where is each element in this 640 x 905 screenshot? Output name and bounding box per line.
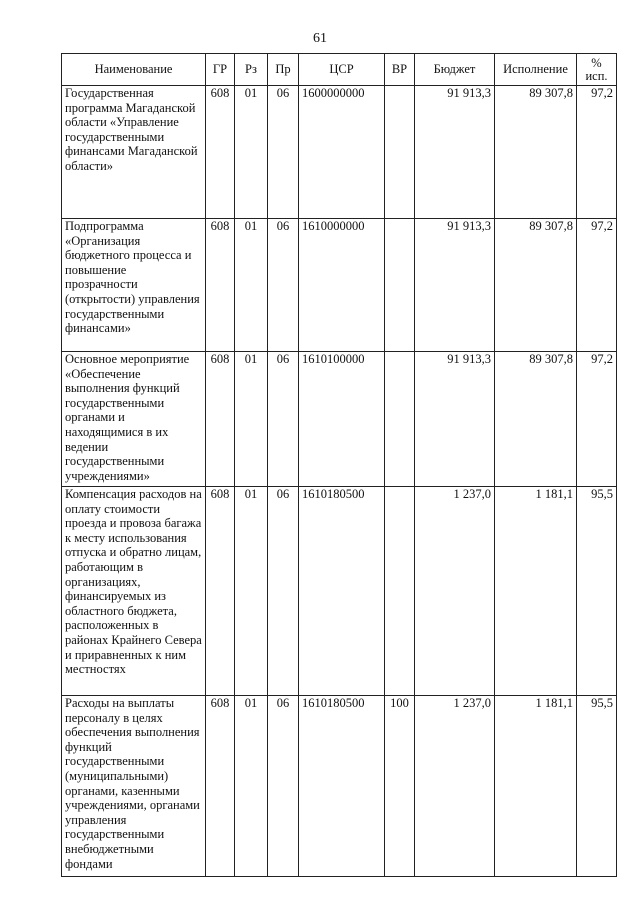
header-percent-sign: % [591,55,602,70]
row-rz: 01 [235,86,268,219]
header-percent-label: исп. [585,68,608,83]
row-rz: 01 [235,219,268,352]
budget-execution-table [61,53,617,877]
row-rz: 01 [235,487,268,696]
row-rz: 01 [235,352,268,487]
row-name: Подпрограмма «Организация бюджетного процесса и повышение прозрачности (открытости) управления государственными финансами» [62,219,206,352]
row-gr: 608 [206,219,235,352]
row-gr: 608 [206,487,235,696]
row-execution: 1 181,1 [495,696,577,877]
header-csr: ЦСР [299,54,385,86]
header-budget: Бюджет [415,54,495,86]
row-vr [385,219,415,352]
row-csr: 1610100000 [299,352,385,487]
row-pr: 06 [268,352,299,487]
row-percent: 95,5 [577,487,617,696]
row-gr: 608 [206,352,235,487]
row-vr [385,487,415,696]
page-number: 61 [313,31,327,46]
row-pr: 06 [268,696,299,877]
header-execution: Исполнение [495,54,577,86]
row-execution: 89 307,8 [495,86,577,219]
table-row [62,352,617,487]
row-execution: 1 181,1 [495,487,577,696]
row-budget: 91 913,3 [415,86,495,219]
row-percent: 97,2 [577,219,617,352]
header-pr: Пр [268,54,299,86]
row-vr [385,86,415,219]
row-budget: 1 237,0 [415,487,495,696]
row-name: Расходы на выплаты персоналу в целях обеспечения выполнения функций государственными (муниципальными) органами, казенными учреждениями, органами управления государственными внебюджетными фондами [62,696,206,877]
row-csr: 1610180500 [299,487,385,696]
row-name: Государственная программа Магаданской области «Управление государственными финансами Магаданской области» [62,86,206,219]
row-budget: 91 913,3 [415,352,495,487]
header-rz: Рз [235,54,268,86]
row-gr: 608 [206,86,235,219]
row-csr: 1610000000 [299,219,385,352]
row-pr: 06 [268,219,299,352]
row-percent: 97,2 [577,86,617,219]
table-row [62,696,617,877]
header-name: Наименование [62,54,206,86]
row-csr: 1610180500 [299,696,385,877]
row-vr: 100 [385,696,415,877]
row-pr: 06 [268,86,299,219]
table-row [62,487,617,696]
header-percent [577,54,617,86]
row-gr: 608 [206,696,235,877]
row-name: Основное мероприятие «Обеспечение выполнения функций государственными органами и находящимися в их ведении государственными учреждениями» [62,352,206,487]
row-name: Компенсация расходов на оплату стоимости проезда и провоза багажа к месту использования отпуска и обратно лицам, работающим в организациях, финансируемых из областного бюджета, расположенных в районах Крайнего Севера и приравненных к ним местностях [62,487,206,696]
row-budget: 91 913,3 [415,219,495,352]
row-rz: 01 [235,696,268,877]
header-vr: ВР [385,54,415,86]
table-row [62,86,617,219]
row-pr: 06 [268,487,299,696]
row-execution: 89 307,8 [495,219,577,352]
row-csr: 1600000000 [299,86,385,219]
row-percent: 95,5 [577,696,617,877]
row-budget: 1 237,0 [415,696,495,877]
header-gr: ГР [206,54,235,86]
row-execution: 89 307,8 [495,352,577,487]
table-row [62,219,617,352]
row-vr [385,352,415,487]
row-percent: 97,2 [577,352,617,487]
table-header-row [62,54,617,86]
